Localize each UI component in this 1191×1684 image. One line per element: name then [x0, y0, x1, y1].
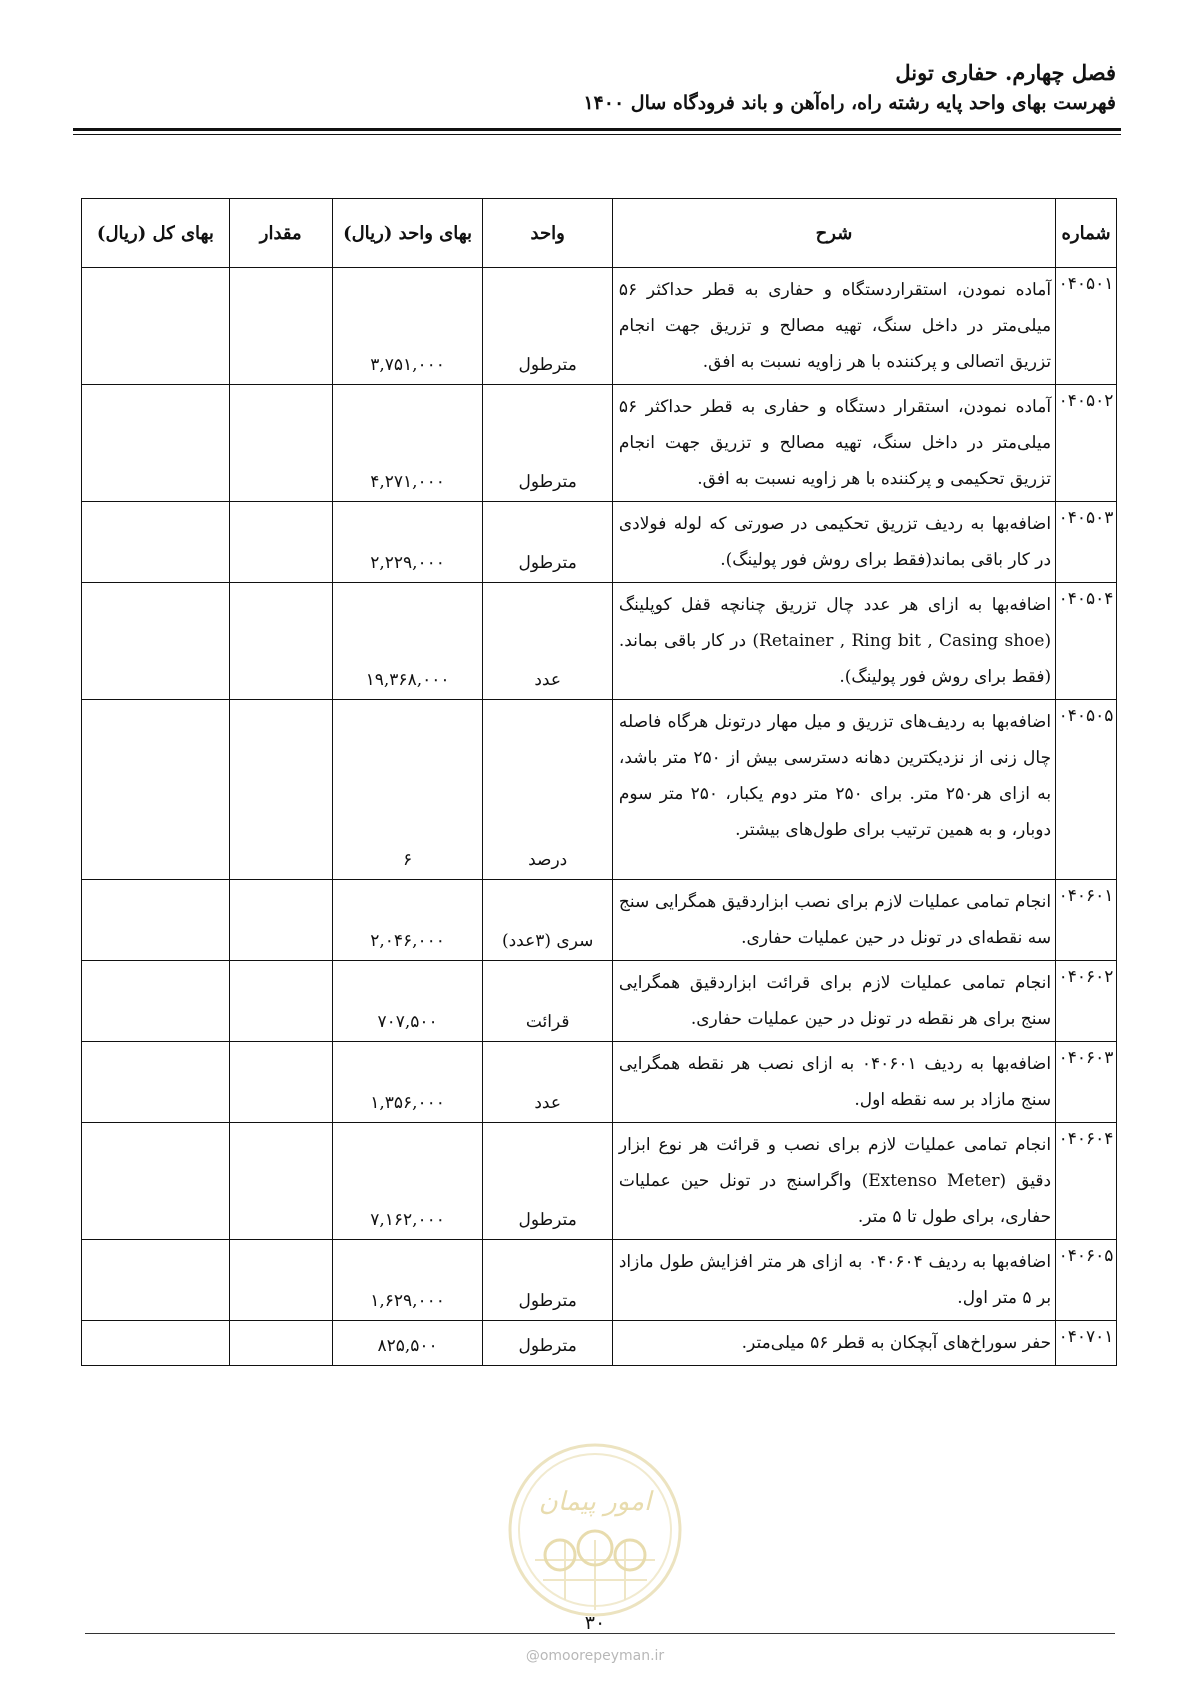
- item-total: [82, 502, 230, 583]
- item-total: [82, 1321, 230, 1366]
- item-quantity: [229, 502, 332, 583]
- item-total: [82, 1240, 230, 1321]
- header-rule-thin: [73, 134, 1121, 135]
- seal-text: امور پیمان: [538, 1487, 652, 1517]
- column-header-unit: واحد: [483, 199, 612, 268]
- item-description: اضافه‌بها به ردیف ۰۴۰۶۰۴ به ازای هر متر افزایش طول مازاد بر ۵ متر اول.: [612, 1240, 1055, 1321]
- item-total: [82, 1042, 230, 1123]
- item-unit: مترطول: [483, 268, 612, 385]
- item-code: ۰۴۰۶۰۵: [1056, 1240, 1117, 1321]
- item-unit-price: ۸۲۵,۵۰۰: [332, 1321, 483, 1366]
- document-subtitle: فهرست بهای واحد پایه رشته راه، راه‌آهن و باند فرودگاه سال ۱۴۰۰: [583, 92, 1116, 114]
- item-total: [82, 1123, 230, 1240]
- item-quantity: [229, 1123, 332, 1240]
- item-total: [82, 700, 230, 880]
- item-unit-price: ۶: [332, 700, 483, 880]
- price-list-table: [81, 198, 1117, 1366]
- item-quantity: [229, 1240, 332, 1321]
- item-quantity: [229, 700, 332, 880]
- item-quantity: [229, 961, 332, 1042]
- item-code: ۰۴۰۶۰۳: [1056, 1042, 1117, 1123]
- item-total: [82, 880, 230, 961]
- item-quantity: [229, 268, 332, 385]
- item-unit: سری (۳عدد): [483, 880, 612, 961]
- item-code: ۰۴۰۷۰۱: [1056, 1321, 1117, 1366]
- item-unit-price: ۷۰۷,۵۰۰: [332, 961, 483, 1042]
- footer-rule: [85, 1633, 1115, 1634]
- item-code: ۰۴۰۶۰۴: [1056, 1123, 1117, 1240]
- item-total: [82, 268, 230, 385]
- scale-icon: [545, 1540, 575, 1570]
- table-row: [82, 583, 1117, 700]
- item-unit: مترطول: [483, 502, 612, 583]
- item-quantity: [229, 1042, 332, 1123]
- item-code: ۰۴۰۵۰۵: [1056, 700, 1117, 880]
- item-unit: عدد: [483, 583, 612, 700]
- table-row: [82, 385, 1117, 502]
- table-row: [82, 1321, 1117, 1366]
- item-description: اضافه‌بها به ازای هر عدد چال تزریق چنانچه قفل کوپلینگ (Retainer , Ring bit , Casing shoe) در کار باقی بماند. (فقط برای روش فور پولینگ).: [612, 583, 1055, 700]
- item-unit: مترطول: [483, 1123, 612, 1240]
- item-description: حفر سوراخ‌های آبچکان به قطر ۵۶ میلی‌متر.: [612, 1321, 1055, 1366]
- item-code: ۰۴۰۵۰۴: [1056, 583, 1117, 700]
- item-code: ۰۴۰۵۰۲: [1056, 385, 1117, 502]
- item-description: انجام تمامی عملیات لازم برای قرائت ابزاردقیق همگرایی سنج برای هر نقطه در تونل در حین عملیات حفاری.: [612, 961, 1055, 1042]
- item-description: انجام تمامی عملیات لازم برای نصب ابزاردقیق همگرایی سنج سه نقطه‌ای در تونل در حین عملیات حفاری.: [612, 880, 1055, 961]
- item-quantity: [229, 1321, 332, 1366]
- table-row: [82, 1042, 1117, 1123]
- table-row: [82, 1240, 1117, 1321]
- table-row: [82, 502, 1117, 583]
- item-unit: مترطول: [483, 385, 612, 502]
- item-description: اضافه‌بها به ردیف تزریق تحکیمی در صورتی که لوله فولادی در کار باقی بماند(فقط برای روش فور پولینگ).: [612, 502, 1055, 583]
- item-unit: عدد: [483, 1042, 612, 1123]
- table-row: [82, 961, 1117, 1042]
- item-code: ۰۴۰۶۰۲: [1056, 961, 1117, 1042]
- item-total: [82, 961, 230, 1042]
- item-unit: مترطول: [483, 1240, 612, 1321]
- item-unit-price: ۱,۳۵۶,۰۰۰: [332, 1042, 483, 1123]
- item-description: آماده نمودن، استقرار دستگاه و حفاری به قطر حداکثر ۵۶ میلی‌متر در داخل سنگ، تهیه مصالح و تزریق جهت انجام تزریق تحکیمی و پرکننده با هر زاویه نسبت به افق.: [612, 385, 1055, 502]
- item-unit-price: ۴,۲۷۱,۰۰۰: [332, 385, 483, 502]
- item-total: [82, 583, 230, 700]
- table-row: [82, 268, 1117, 385]
- item-code: ۰۴۰۵۰۱: [1056, 268, 1117, 385]
- website-watermark: @omoorepeyman.ir: [525, 1648, 665, 1664]
- column-header-code: شماره: [1056, 199, 1117, 268]
- item-description: اضافه‌بها به ردیف ۰۴۰۶۰۱ به ازای نصب هر نقطه همگرایی سنج مازاد بر سه نقطه اول.: [612, 1042, 1055, 1123]
- page-header: [76, 58, 1116, 118]
- item-unit-price: ۲,۰۴۶,۰۰۰: [332, 880, 483, 961]
- header-rule-thick: [73, 128, 1121, 131]
- column-header-description: شرح: [612, 199, 1055, 268]
- item-code: ۰۴۰۵۰۳: [1056, 502, 1117, 583]
- item-quantity: [229, 583, 332, 700]
- item-unit-price: ۱,۶۲۹,۰۰۰: [332, 1240, 483, 1321]
- item-unit-price: ۷,۱۶۲,۰۰۰: [332, 1123, 483, 1240]
- item-description: انجام تمامی عملیات لازم برای نصب و قرائت هر نوع ابزار دقیق (Extenso Meter) واگراسنج در تونل حین عملیات حفاری، برای طول تا ۵ متر.: [612, 1123, 1055, 1240]
- item-unit: درصد: [483, 700, 612, 880]
- item-quantity: [229, 880, 332, 961]
- item-description: آماده نمودن، استقراردستگاه و حفاری به قطر حداکثر ۵۶ میلی‌متر در داخل سنگ، تهیه مصالح و تزریق جهت انجام تزریق اتصالی و پرکننده با هر زاویه نسبت به افق.: [612, 268, 1055, 385]
- item-unit: مترطول: [483, 1321, 612, 1366]
- seal-grid: [535, 1540, 655, 1610]
- chapter-title: فصل چهارم. حفاری تونل: [895, 60, 1116, 85]
- table-header-row: [82, 199, 1117, 268]
- gear-icon: [615, 1540, 645, 1570]
- table-row: [82, 700, 1117, 880]
- table-row: [82, 1123, 1117, 1240]
- item-description: اضافه‌بها به ردیف‌های تزریق و میل مهار درتونل هرگاه فاصله چال زنی از نزدیکترین دهانه دسترسی بیش از ۲۵۰ متر باشد، به ازای هر۲۵۰ متر. برای ۲۵۰ متر دوم یکبار، ۲۵۰ متر سوم دوبار، و به همین ترتیب برای طول‌های بیشتر.: [612, 700, 1055, 880]
- item-code: ۰۴۰۶۰۱: [1056, 880, 1117, 961]
- item-unit: قرائت: [483, 961, 612, 1042]
- item-quantity: [229, 385, 332, 502]
- watermark-seal: [505, 1440, 685, 1620]
- page-number: ۳۰: [584, 1612, 606, 1634]
- item-total: [82, 385, 230, 502]
- column-header-total: بهای کل (ریال): [82, 199, 230, 268]
- table-row: [82, 880, 1117, 961]
- item-unit-price: ۱۹,۳۶۸,۰۰۰: [332, 583, 483, 700]
- item-unit-price: ۳,۷۵۱,۰۰۰: [332, 268, 483, 385]
- column-header-quantity: مقدار: [229, 199, 332, 268]
- column-header-unit-price: بهای واحد (ریال): [332, 199, 483, 268]
- item-unit-price: ۲,۲۲۹,۰۰۰: [332, 502, 483, 583]
